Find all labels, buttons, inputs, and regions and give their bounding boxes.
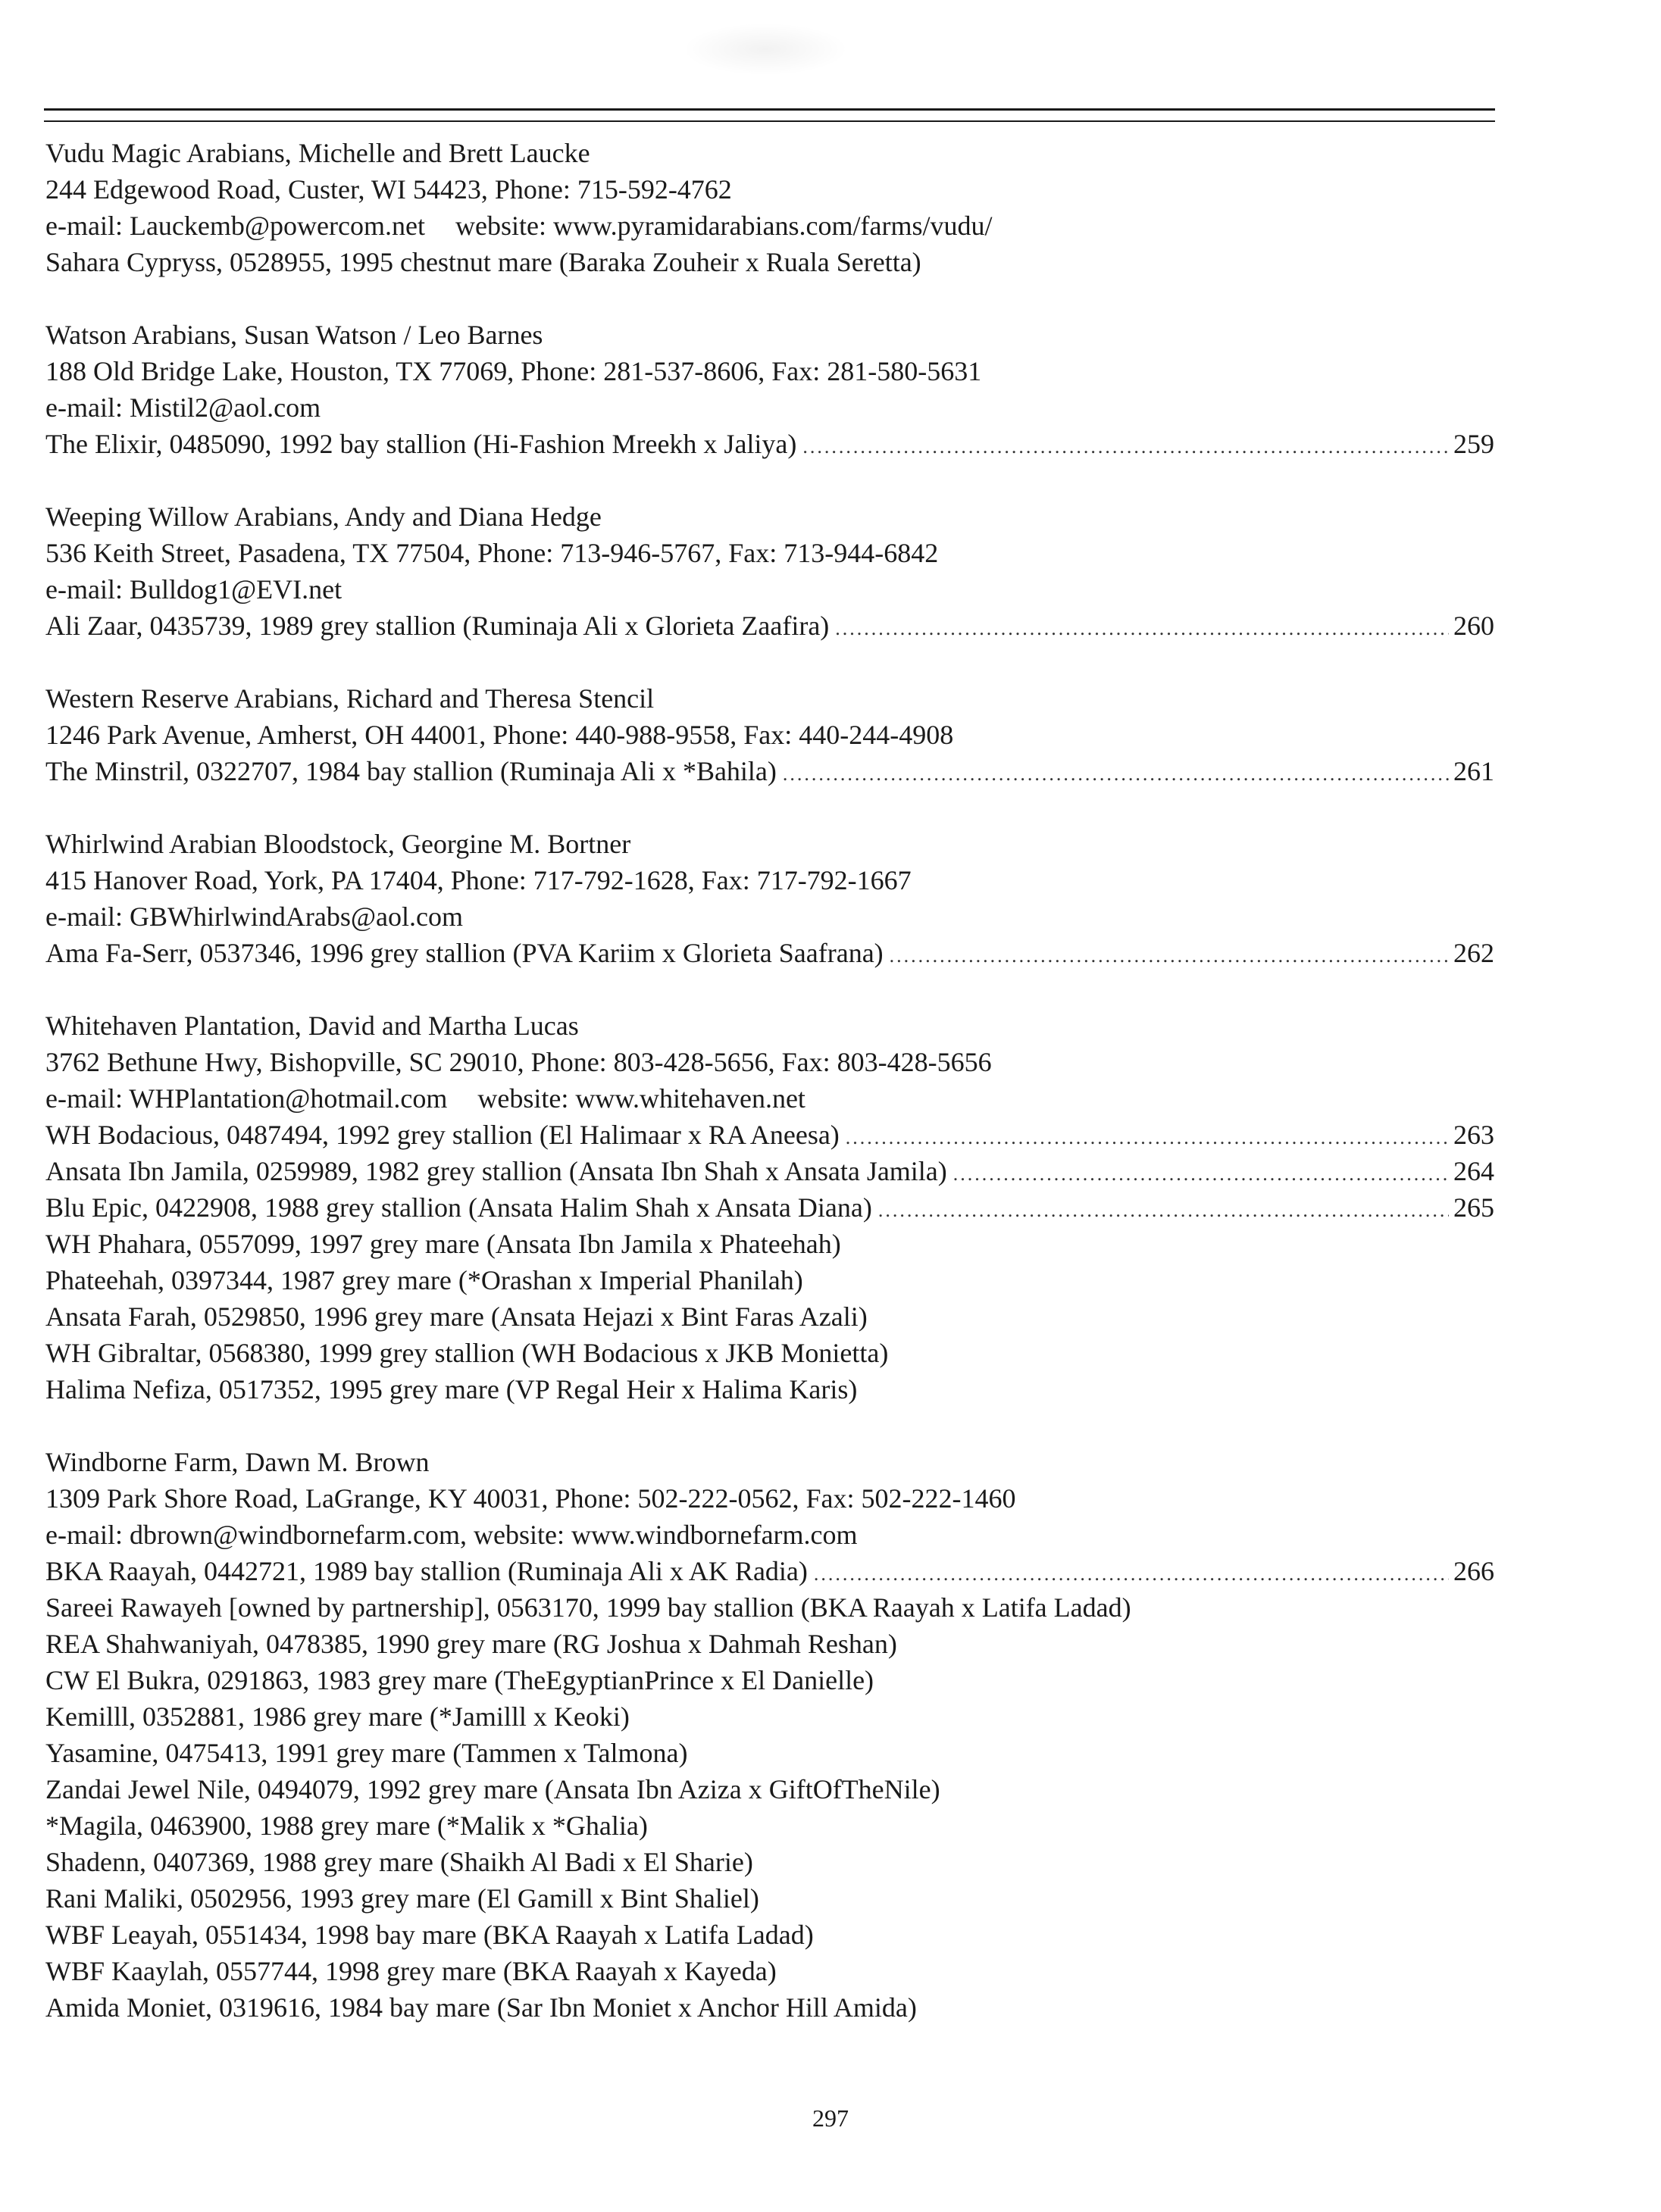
- horse-entry: WH Phahara, 0557099, 1997 grey mare (Ansata Ibn Jamila x Phateehah): [45, 1229, 841, 1259]
- farm-address: 1246 Park Avenue, Amherst, OH 44001, Phone: 440-988-9558, Fax: 440-244-4908: [45, 720, 954, 750]
- farm-address: 1309 Park Shore Road, LaGrange, KY 40031, Phone: 502-222-0562, Fax: 502-222-1460: [45, 1483, 1016, 1514]
- horse-entry: WBF Kaaylah, 0557744, 1998 grey mare (BKA Raayah x Kayeda): [45, 1956, 777, 1986]
- horse-description: WH Bodacious, 0487494, 1992 grey stallion (El Halimaar x RA Aneesa): [45, 1120, 840, 1150]
- farm-name: Vudu Magic Arabians, Michelle and Brett Laucke: [45, 138, 590, 168]
- horse-entry: Kemilll, 0352881, 1986 grey mare (*Jamilll x Keoki): [45, 1701, 630, 1732]
- horse-entry: Ansata Farah, 0529850, 1996 grey mare (Ansata Hejazi x Bint Faras Azali): [45, 1301, 868, 1332]
- horse-entry: Amida Moniet, 0319616, 1984 bay mare (Sar Ibn Moniet x Anchor Hill Amida): [45, 1992, 917, 2023]
- horse-entry: [45, 1553, 1494, 1589]
- horse-entry: *Magila, 0463900, 1988 grey mare (*Malik x *Ghalia): [45, 1811, 648, 1841]
- horse-entry: Sahara Cypryss, 0528955, 1995 chestnut mare (Baraka Zouheir x Ruala Seretta): [45, 247, 921, 277]
- horse-page-reference: 262: [1453, 938, 1494, 968]
- dot-leader: [835, 611, 1449, 644]
- farm-address: 188 Old Bridge Lake, Houston, TX 77069, Phone: 281-537-8606, Fax: 281-580-5631: [45, 356, 982, 386]
- header-rule-bottom: [44, 120, 1495, 122]
- farm-name: Whirlwind Arabian Bloodstock, Georgine M. Bortner: [45, 829, 631, 859]
- dot-leader: [846, 1120, 1449, 1153]
- dot-leader: [890, 938, 1449, 971]
- horse-description: BKA Raayah, 0442721, 1989 bay stallion (Ruminaja Ali x AK Radia): [45, 1556, 808, 1586]
- dot-leader: [783, 756, 1449, 789]
- farm-website: website: www.whitehaven.net: [477, 1083, 805, 1114]
- horse-entry: Phateehah, 0397344, 1987 grey mare (*Orashan x Imperial Phanilah): [45, 1265, 803, 1295]
- farm-contact: [45, 208, 1494, 244]
- farm-address: 536 Keith Street, Pasadena, TX 77504, Phone: 713-946-5767, Fax: 713-944-6842: [45, 538, 939, 568]
- horse-page-reference: 264: [1453, 1156, 1494, 1186]
- dot-leader: [878, 1192, 1449, 1226]
- farm-address: 415 Hanover Road, York, PA 17404, Phone: 717-792-1628, Fax: 717-792-1667: [45, 865, 912, 895]
- farm-contact: [45, 389, 1494, 426]
- horse-entry: [45, 1153, 1494, 1189]
- horse-entry: Halima Nefiza, 0517352, 1995 grey mare (VP Regal Heir x Halima Karis): [45, 1374, 858, 1404]
- horse-entry: [45, 1117, 1494, 1153]
- farm-email: e-mail: Lauckemb@powercom.net: [45, 211, 425, 241]
- horse-page-reference: 263: [1453, 1120, 1494, 1150]
- horse-description: The Elixir, 0485090, 1992 bay stallion (Hi-Fashion Mreekh x Jaliya): [45, 429, 797, 459]
- dot-leader: [953, 1156, 1449, 1189]
- horse-page-reference: 259: [1453, 429, 1494, 459]
- horse-page-reference: 260: [1453, 611, 1494, 641]
- farm-email: e-mail: Bulldog1@EVI.net: [45, 574, 343, 605]
- horse-entry: [45, 608, 1494, 644]
- horse-page-reference: 266: [1453, 1556, 1494, 1586]
- farm-contact: [45, 1517, 1494, 1553]
- farm-entry: [45, 826, 1494, 971]
- horse-entry: Yasamine, 0475413, 1991 grey mare (Tammen x Talmona): [45, 1738, 688, 1768]
- horse-entry: [45, 1189, 1494, 1226]
- horse-entry: Sareei Rawayeh [owned by partnership], 0563170, 1999 bay stallion (BKA Raayah x Latifa Ladad): [45, 1592, 1131, 1623]
- horse-page-reference: 265: [1453, 1192, 1494, 1223]
- horse-entry: CW El Bukra, 0291863, 1983 grey mare (TheEgyptianPrince x El Danielle): [45, 1665, 874, 1695]
- farm-name: Weeping Willow Arabians, Andy and Diana Hedge: [45, 501, 602, 532]
- farm-directory: [45, 135, 1494, 2062]
- farm-website: website: www.pyramidarabians.com/farms/vudu/: [455, 211, 993, 241]
- farm-entry: [45, 498, 1494, 644]
- horse-entry: [45, 753, 1494, 789]
- farm-entry: [45, 317, 1494, 462]
- farm-entry: [45, 135, 1494, 280]
- farm-email: e-mail: dbrown@windbornefarm.com, website: www.windbornefarm.com: [45, 1520, 858, 1550]
- page-number: 297: [812, 2104, 849, 2132]
- dot-leader: [814, 1556, 1449, 1589]
- farm-entry: [45, 1444, 1494, 2026]
- horse-description: Ali Zaar, 0435739, 1989 grey stallion (Ruminaja Ali x Glorieta Zaafira): [45, 611, 830, 641]
- farm-name: Western Reserve Arabians, Richard and Theresa Stencil: [45, 683, 655, 714]
- horse-entry: WBF Leayah, 0551434, 1998 bay mare (BKA Raayah x Latifa Ladad): [45, 1920, 814, 1950]
- horse-entry: REA Shahwaniyah, 0478385, 1990 grey mare (RG Joshua x Dahmah Reshan): [45, 1629, 897, 1659]
- horse-description: Blu Epic, 0422908, 1988 grey stallion (Ansata Halim Shah x Ansata Diana): [45, 1192, 872, 1223]
- farm-contact: [45, 571, 1494, 608]
- horse-description: The Minstril, 0322707, 1984 bay stallion (Ruminaja Ali x *Bahila): [45, 756, 777, 786]
- farm-name: Watson Arabians, Susan Watson / Leo Barnes: [45, 320, 543, 350]
- horse-description: Ama Fa-Serr, 0537346, 1996 grey stallion (PVA Kariim x Glorieta Saafrana): [45, 938, 884, 968]
- scan-smudge: [682, 23, 849, 76]
- farm-address: 244 Edgewood Road, Custer, WI 54423, Phone: 715-592-4762: [45, 174, 732, 205]
- farm-email: e-mail: GBWhirlwindArabs@aol.com: [45, 901, 464, 932]
- farm-name: Windborne Farm, Dawn M. Brown: [45, 1447, 430, 1477]
- horse-entry: Zandai Jewel Nile, 0494079, 1992 grey mare (Ansata Ibn Aziza x GiftOfTheNile): [45, 1774, 940, 1804]
- horse-entry: [45, 426, 1494, 462]
- dot-leader: [802, 429, 1449, 462]
- farm-email: e-mail: WHPlantation@hotmail.com: [45, 1083, 448, 1114]
- farm-email: e-mail: Mistil2@aol.com: [45, 392, 321, 423]
- horse-entry: [45, 935, 1494, 971]
- horse-entry: Shadenn, 0407369, 1988 grey mare (Shaikh Al Badi x El Sharie): [45, 1847, 753, 1877]
- farm-contact: [45, 898, 1494, 935]
- horse-entry: WH Gibraltar, 0568380, 1999 grey stallion (WH Bodacious x JKB Monietta): [45, 1338, 889, 1368]
- horse-entry: Rani Maliki, 0502956, 1993 grey mare (El Gamill x Bint Shaliel): [45, 1883, 759, 1914]
- header-rule-top: [44, 108, 1495, 111]
- farm-entry: [45, 680, 1494, 789]
- farm-address: 3762 Bethune Hwy, Bishopville, SC 29010, Phone: 803-428-5656, Fax: 803-428-5656: [45, 1047, 992, 1077]
- horse-page-reference: 261: [1453, 756, 1494, 786]
- horse-description: Ansata Ibn Jamila, 0259989, 1982 grey stallion (Ansata Ibn Shah x Ansata Jamila): [45, 1156, 947, 1186]
- farm-name: Whitehaven Plantation, David and Martha Lucas: [45, 1011, 579, 1041]
- farm-entry: [45, 1008, 1494, 1407]
- farm-contact: [45, 1080, 1494, 1117]
